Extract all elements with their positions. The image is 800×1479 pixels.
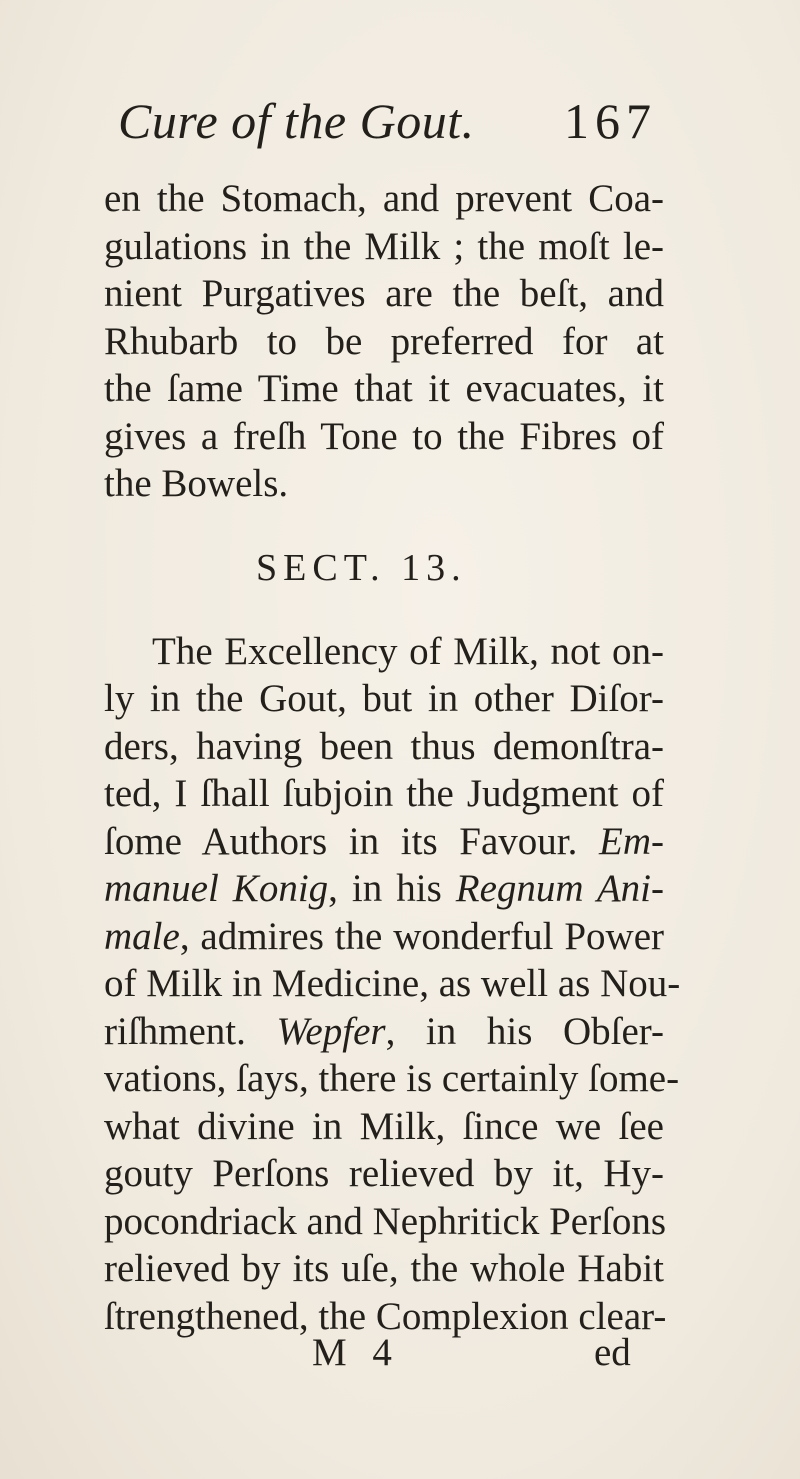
- text-line: [104, 913, 664, 961]
- text-line: vations, ſays, there is certainly ſome-: [104, 1057, 680, 1100]
- text-line: pocondriack and Nephritick Perſons: [104, 1199, 667, 1243]
- text-line: ders, having been thus demonſtra-: [104, 724, 664, 768]
- text-line: [104, 1008, 664, 1056]
- text-line: relieved by its uſe, the whole Habit: [104, 1247, 664, 1290]
- text-line: Rhubarb to be preferred for at: [104, 319, 664, 363]
- author-name-italic: manuel Konig: [104, 867, 329, 910]
- book-title-italic: Regnum Ani-: [455, 867, 664, 910]
- text-line: [104, 865, 664, 913]
- text-line: The Excellency of Milk, not on-: [152, 629, 664, 673]
- text-line: of Milk in Medicine, as well as Nou-: [104, 962, 681, 1005]
- body-text: [104, 175, 681, 1340]
- text-line: ly in the Gout, but in other Diſor-: [104, 677, 664, 720]
- text-line: the ſame Time that it evacuates, it: [104, 367, 664, 410]
- page-footer: [0, 1330, 800, 1380]
- text-line: ſtrengthened, the Complexion clear-: [104, 1294, 667, 1338]
- catchword: ed: [594, 1331, 631, 1374]
- text-segment: , admires the wonderful Power: [179, 914, 664, 958]
- text-line: gouty Perſons relieved by it, Hy-: [104, 1152, 664, 1195]
- page-number: 167: [564, 93, 657, 149]
- text-line: ted, I ſhall ſubjoin the Judgment of: [104, 772, 664, 815]
- text-line: gulations in the Milk ; the moſt le-: [104, 224, 664, 268]
- text-segment: , in his Obſer-: [385, 1009, 665, 1053]
- page-header: [0, 92, 800, 152]
- text-line: gives a freſh Tone to the Fibres of: [104, 414, 664, 458]
- text-line: nient Purgatives are the beſt, and: [104, 272, 664, 315]
- section-heading: SECT. 13.: [256, 546, 467, 589]
- text-line: en the Stomach, and prevent Coa-: [104, 177, 664, 220]
- author-name-italic: Em-: [599, 819, 665, 863]
- text-line: the Bowels.: [104, 462, 289, 505]
- author-name-italic: Wepfer: [276, 1009, 386, 1053]
- book-title-italic: male: [104, 914, 180, 958]
- text-line: what divine in Milk, ſince we ſee: [104, 1104, 664, 1148]
- text-segment: ſome Authors in its Favour.: [104, 819, 578, 863]
- signature-mark: M 4: [312, 1331, 400, 1374]
- running-title: Cure of the Gout.: [118, 93, 475, 149]
- text-segment: , in his: [328, 867, 456, 910]
- text-segment: riſhment.: [104, 1009, 277, 1053]
- text-line: [104, 818, 664, 866]
